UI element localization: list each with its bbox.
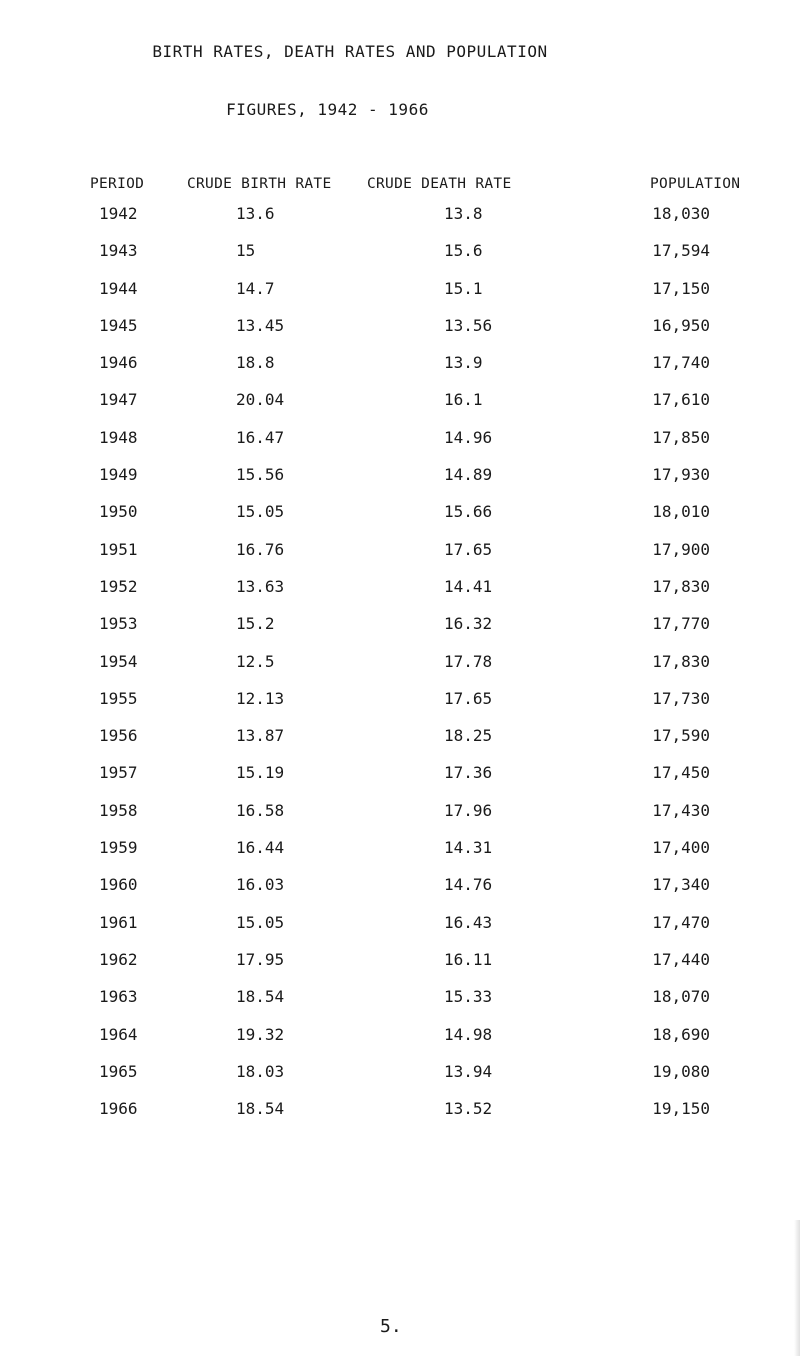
- cell-year: 1963: [99, 987, 138, 1007]
- cell-death-rate: 15.66: [444, 502, 493, 522]
- cell-year: 1955: [99, 688, 138, 708]
- cell-birth-rate: 13.6: [236, 204, 275, 223]
- table-row: [0, 316, 800, 353]
- cell-population: 17,740: [652, 353, 710, 373]
- cell-death-rate: 13.9: [444, 353, 483, 373]
- cell-death-rate: 16.43: [444, 912, 493, 932]
- page-number: 5.: [380, 1316, 402, 1337]
- cell-year: 1952: [99, 576, 138, 596]
- cell-population: 17,430: [652, 800, 710, 820]
- cell-year: 1964: [99, 1024, 138, 1044]
- table-row: [0, 428, 800, 465]
- cell-birth-rate: 18.8: [236, 353, 275, 373]
- document-title: BIRTH RATES, DEATH RATES AND POPULATION: [152, 42, 548, 61]
- cell-death-rate: 14.98: [444, 1024, 493, 1044]
- cell-population: 17,930: [652, 465, 710, 485]
- cell-death-rate: 14.96: [444, 427, 493, 447]
- table-row: [0, 279, 800, 316]
- cell-population: 19,150: [652, 1099, 710, 1119]
- cell-population: 17,850: [652, 427, 710, 447]
- table-row: [0, 913, 800, 950]
- cell-birth-rate: 18.54: [236, 1099, 285, 1119]
- table-row: [0, 1025, 800, 1062]
- cell-birth-rate: 15.05: [236, 502, 285, 522]
- table-row: [0, 241, 800, 278]
- cell-death-rate: 16.1: [444, 390, 483, 410]
- cell-birth-rate: 13.87: [236, 726, 285, 746]
- cell-year: 1951: [99, 539, 138, 559]
- cell-birth-rate: 20.04: [236, 390, 285, 410]
- cell-birth-rate: 14.7: [236, 278, 275, 298]
- table-row: [0, 353, 800, 390]
- table-row: [0, 652, 800, 689]
- cell-year: 1943: [99, 241, 138, 261]
- cell-year: 1950: [99, 502, 138, 522]
- cell-birth-rate: 16.58: [236, 800, 285, 820]
- cell-death-rate: 17.65: [444, 539, 493, 559]
- cell-population: 17,400: [652, 838, 710, 858]
- cell-population: 17,450: [652, 763, 710, 783]
- cell-population: 17,594: [652, 241, 710, 261]
- cell-death-rate: 17.36: [444, 763, 493, 783]
- cell-year: 1954: [99, 651, 138, 671]
- cell-year: 1961: [99, 912, 138, 932]
- cell-year: 1948: [99, 427, 138, 447]
- table-row: [0, 987, 800, 1024]
- cell-population: 17,830: [652, 651, 710, 671]
- cell-population: 17,770: [652, 614, 710, 634]
- table-row: [0, 1099, 800, 1136]
- cell-death-rate: 13.8: [444, 204, 483, 223]
- table-row: [0, 726, 800, 763]
- cell-death-rate: 17.65: [444, 688, 493, 708]
- cell-death-rate: 13.56: [444, 315, 493, 335]
- table-row: [0, 1062, 800, 1099]
- cell-birth-rate: 13.45: [236, 315, 285, 335]
- scan-edge-shadow: [794, 1220, 800, 1356]
- cell-death-rate: 16.32: [444, 614, 493, 634]
- cell-population: 18,030: [652, 204, 710, 223]
- cell-population: 18,010: [652, 502, 710, 522]
- cell-death-rate: 18.25: [444, 726, 493, 746]
- table-row: [0, 577, 800, 614]
- table-row: [0, 838, 800, 875]
- cell-year: 1965: [99, 1061, 138, 1081]
- cell-death-rate: 16.11: [444, 949, 493, 969]
- cell-population: 17,730: [652, 688, 710, 708]
- cell-birth-rate: 16.47: [236, 427, 285, 447]
- cell-death-rate: 13.94: [444, 1061, 493, 1081]
- cell-population: 18,070: [652, 987, 710, 1007]
- cell-birth-rate: 18.03: [236, 1061, 285, 1081]
- cell-death-rate: 14.89: [444, 465, 493, 485]
- cell-birth-rate: 13.63: [236, 576, 285, 596]
- table-row: [0, 390, 800, 427]
- cell-year: 1960: [99, 875, 138, 895]
- cell-death-rate: 14.41: [444, 576, 493, 596]
- cell-year: 1962: [99, 949, 138, 969]
- cell-population: 19,080: [652, 1061, 710, 1081]
- table-row: [0, 875, 800, 912]
- table-row: [0, 950, 800, 987]
- cell-year: 1956: [99, 726, 138, 746]
- cell-death-rate: 14.76: [444, 875, 493, 895]
- cell-year: 1949: [99, 465, 138, 485]
- cell-population: 17,900: [652, 539, 710, 559]
- cell-birth-rate: 15.2: [236, 614, 275, 634]
- cell-year: 1944: [99, 278, 138, 298]
- cell-birth-rate: 15.56: [236, 465, 285, 485]
- cell-birth-rate: 15.05: [236, 912, 285, 932]
- cell-birth-rate: 18.54: [236, 987, 285, 1007]
- cell-year: 1957: [99, 763, 138, 783]
- cell-population: 16,950: [652, 315, 710, 335]
- cell-birth-rate: 16.44: [236, 838, 285, 858]
- cell-death-rate: 17.96: [444, 800, 493, 820]
- table-row: [0, 204, 800, 241]
- cell-year: 1942: [99, 204, 138, 223]
- cell-year: 1947: [99, 390, 138, 410]
- cell-death-rate: 13.52: [444, 1099, 493, 1119]
- table-row: [0, 689, 800, 726]
- table-row: [0, 801, 800, 838]
- cell-year: 1959: [99, 838, 138, 858]
- table-row: [0, 763, 800, 800]
- cell-birth-rate: 12.13: [236, 688, 285, 708]
- cell-death-rate: 14.31: [444, 838, 493, 858]
- cell-death-rate: 15.33: [444, 987, 493, 1007]
- cell-population: 17,610: [652, 390, 710, 410]
- table-row: [0, 614, 800, 651]
- cell-population: 17,340: [652, 875, 710, 895]
- cell-population: 17,470: [652, 912, 710, 932]
- cell-population: 17,590: [652, 726, 710, 746]
- cell-year: 1953: [99, 614, 138, 634]
- cell-birth-rate: 16.03: [236, 875, 285, 895]
- table-row: [0, 465, 800, 502]
- table-row: [0, 540, 800, 577]
- header-death-rate: CRUDE DEATH RATE: [367, 176, 512, 192]
- cell-year: 1958: [99, 800, 138, 820]
- header-birth-rate: CRUDE BIRTH RATE: [187, 176, 332, 192]
- table-row: [0, 502, 800, 539]
- cell-death-rate: 15.1: [444, 278, 483, 298]
- data-table: [0, 204, 800, 1136]
- cell-population: 17,150: [652, 278, 710, 298]
- cell-year: 1946: [99, 353, 138, 373]
- cell-birth-rate: 15.19: [236, 763, 285, 783]
- cell-year: 1945: [99, 315, 138, 335]
- cell-birth-rate: 19.32: [236, 1024, 285, 1044]
- cell-population: 17,440: [652, 949, 710, 969]
- cell-birth-rate: 16.76: [236, 539, 285, 559]
- cell-birth-rate: 15: [236, 241, 256, 261]
- cell-year: 1966: [99, 1099, 138, 1119]
- header-population: POPULATION: [650, 176, 741, 192]
- cell-birth-rate: 12.5: [236, 651, 275, 671]
- document-subtitle: FIGURES, 1942 - 1966: [226, 100, 429, 119]
- cell-population: 18,690: [652, 1024, 710, 1044]
- cell-birth-rate: 17.95: [236, 949, 285, 969]
- cell-population: 17,830: [652, 576, 710, 596]
- cell-death-rate: 17.78: [444, 651, 493, 671]
- header-period: PERIOD: [90, 176, 145, 192]
- cell-death-rate: 15.6: [444, 241, 483, 261]
